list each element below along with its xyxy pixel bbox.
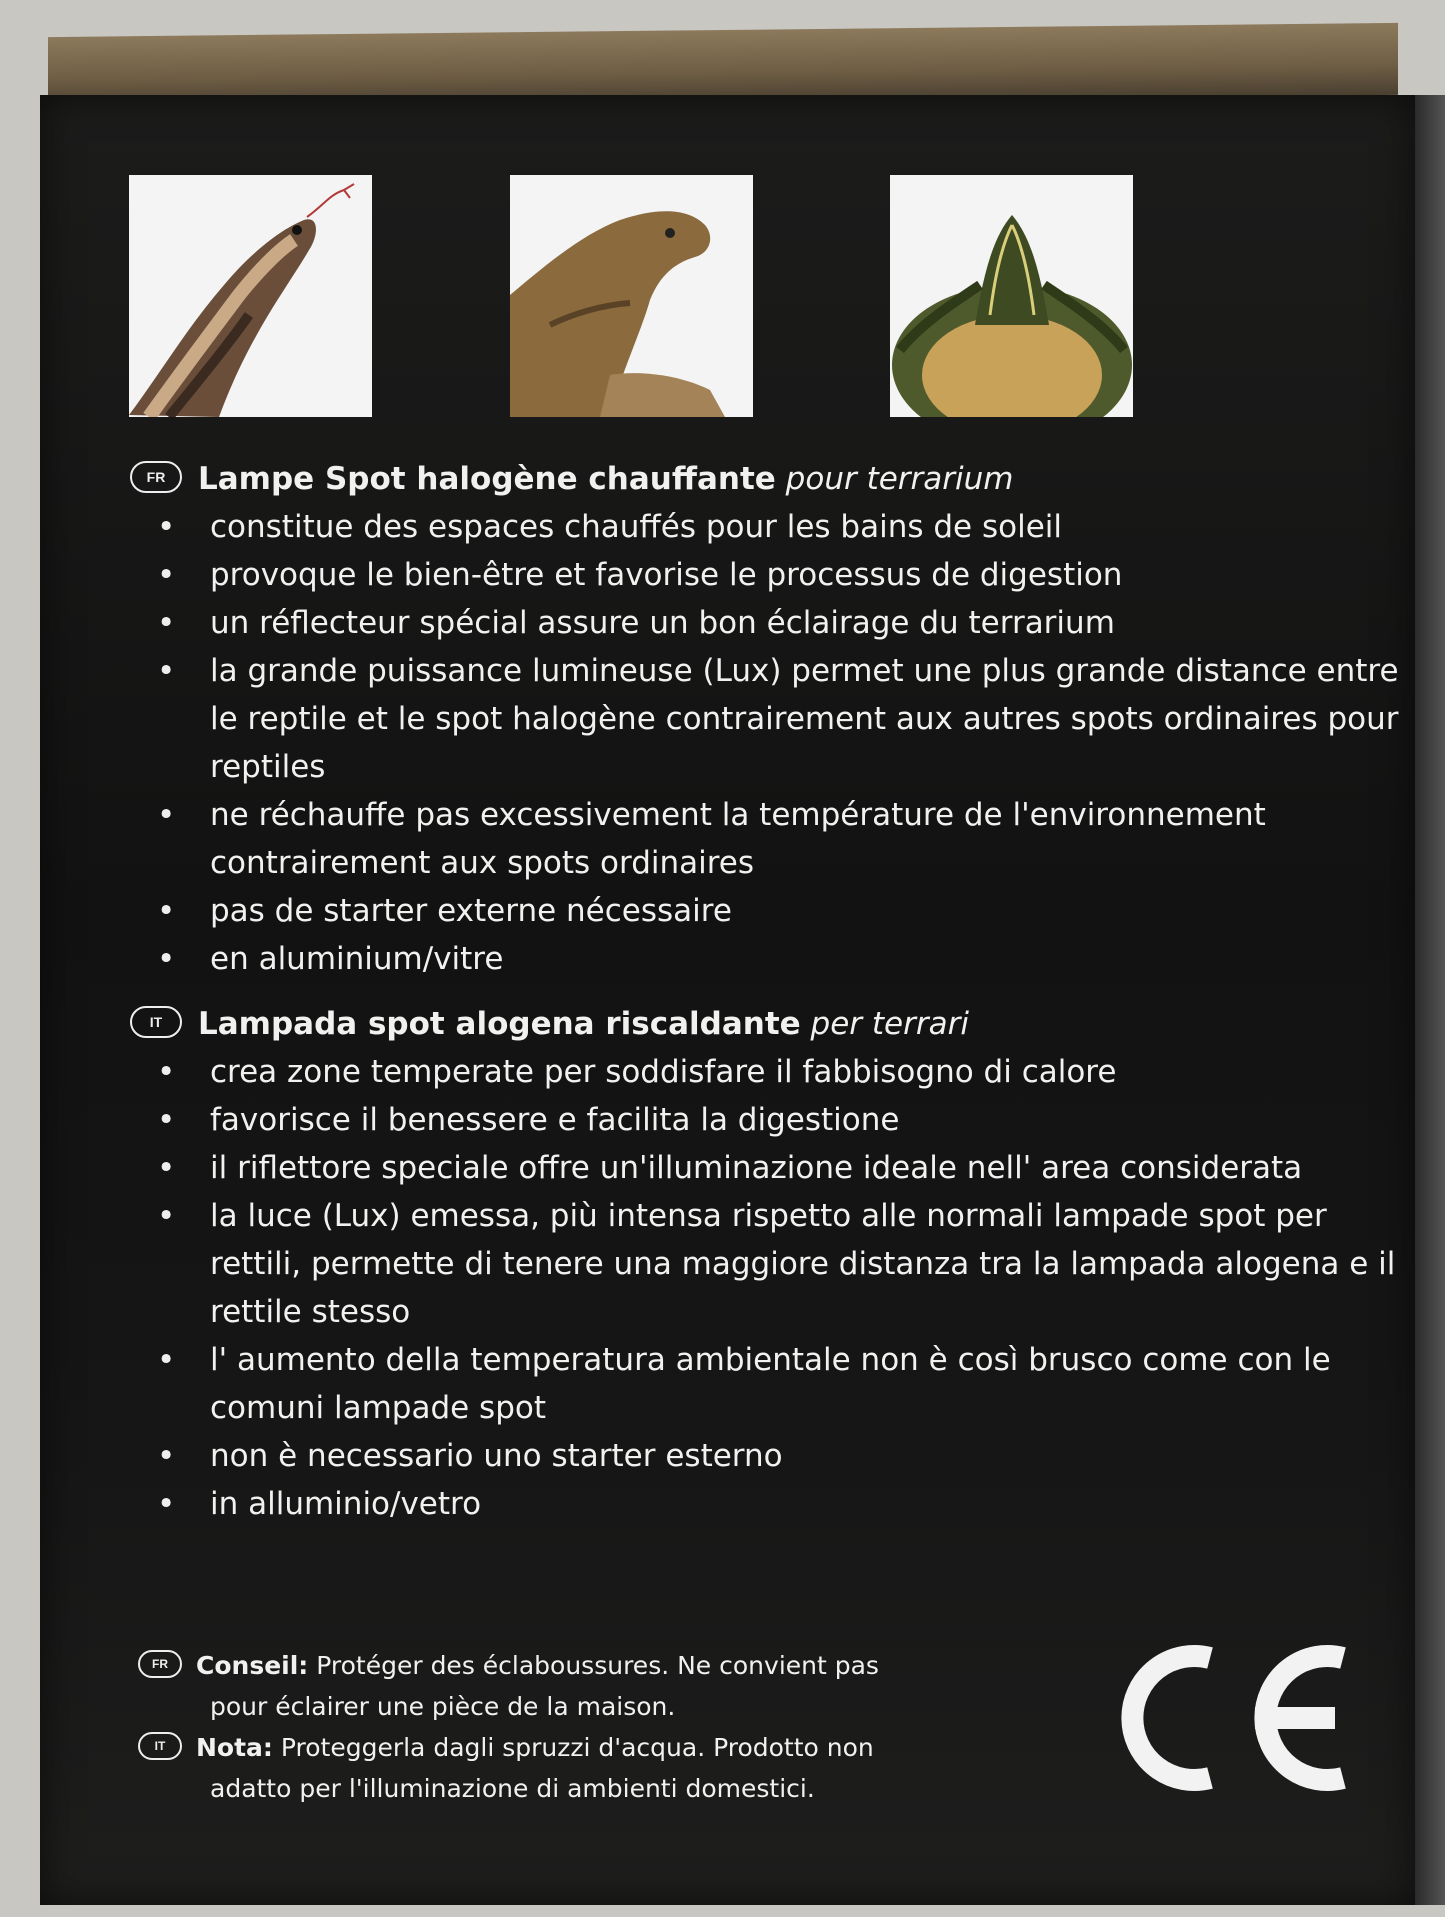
- list-item: • la luce (Lux) emessa, più intensa rispetto alle normali lampade spot per rettili, permette di tenere una maggiore distanza tra la lampada alogena e il rettile stesso: [130, 1192, 1410, 1336]
- italian-note-continuation: adatto per l'illuminazione di ambienti domestici.: [210, 1774, 815, 1803]
- lizard-illustration: [510, 175, 753, 417]
- italian-heading: [130, 1000, 1410, 1048]
- list-item: • in alluminio/vetro: [130, 1480, 1410, 1528]
- list-item: • il riflettore speciale offre un'illuminazione ideale nell' area considerata: [130, 1144, 1410, 1192]
- language-badge-fr: FR: [130, 461, 182, 493]
- italian-section: [130, 1000, 1410, 1528]
- french-note-continuation: pour éclairer une pièce de la maison.: [210, 1692, 676, 1721]
- french-bullet-list: [130, 503, 1410, 983]
- list-item: • l' aumento della temperatura ambientale non è così brusco come con le comuni lampade spot: [130, 1336, 1410, 1432]
- list-item: • non è necessario uno starter esterno: [130, 1432, 1410, 1480]
- list-item: • en aluminium/vitre: [130, 935, 1410, 983]
- list-item: • un réflecteur spécial assure un bon éclairage du terrarium: [130, 599, 1410, 647]
- language-badge-fr: FR: [138, 1650, 182, 1678]
- list-item: • constitue des espaces chauffés pour les bains de soleil: [130, 503, 1410, 551]
- list-item: • provoque le bien-être et favorise le processus de digestion: [130, 551, 1410, 599]
- ce-mark-icon: [1105, 1638, 1355, 1798]
- snake-illustration: [129, 175, 372, 417]
- language-badge-it: IT: [138, 1732, 182, 1760]
- french-subtitle: pour terrarium: [785, 461, 1014, 497]
- list-item: • ne réchauffe pas excessivement la température de l'environnement contrairement aux spots ordinaires: [130, 791, 1410, 887]
- french-note: [138, 1645, 879, 1727]
- list-item: • la grande puissance lumineuse (Lux) permet une plus grande distance entre le reptile et le spot halogène contrairement aux autres spots ordinaires pour reptiles: [130, 647, 1410, 791]
- list-item: • pas de starter externe nécessaire: [130, 887, 1410, 935]
- french-note-text: Protéger des éclaboussures. Ne convient pas: [308, 1651, 879, 1680]
- notes-block: [138, 1645, 879, 1809]
- turtle-photo: [890, 175, 1133, 417]
- box-side-edge: [1415, 95, 1445, 1905]
- italian-title: Lampada spot alogena riscaldante: [198, 1006, 801, 1042]
- french-note-label: Conseil:: [196, 1651, 309, 1680]
- french-section: [130, 455, 1410, 983]
- list-item: • favorisce il benessere e facilita la digestione: [130, 1096, 1410, 1144]
- french-heading: [130, 455, 1410, 503]
- snake-photo: [129, 175, 372, 417]
- italian-note-label: Nota:: [196, 1733, 273, 1762]
- language-badge-it: IT: [130, 1006, 182, 1038]
- italian-bullet-list: [130, 1048, 1410, 1528]
- italian-subtitle: per terrari: [810, 1006, 969, 1042]
- lizard-photo: [510, 175, 753, 417]
- italian-note: [138, 1727, 879, 1809]
- french-title: Lampe Spot halogène chauffante: [198, 461, 776, 497]
- turtle-illustration: [890, 175, 1133, 417]
- list-item: • crea zone temperate per soddisfare il fabbisogno di calore: [130, 1048, 1410, 1096]
- italian-note-text: Proteggerla dagli spruzzi d'acqua. Prodotto non: [272, 1733, 874, 1762]
